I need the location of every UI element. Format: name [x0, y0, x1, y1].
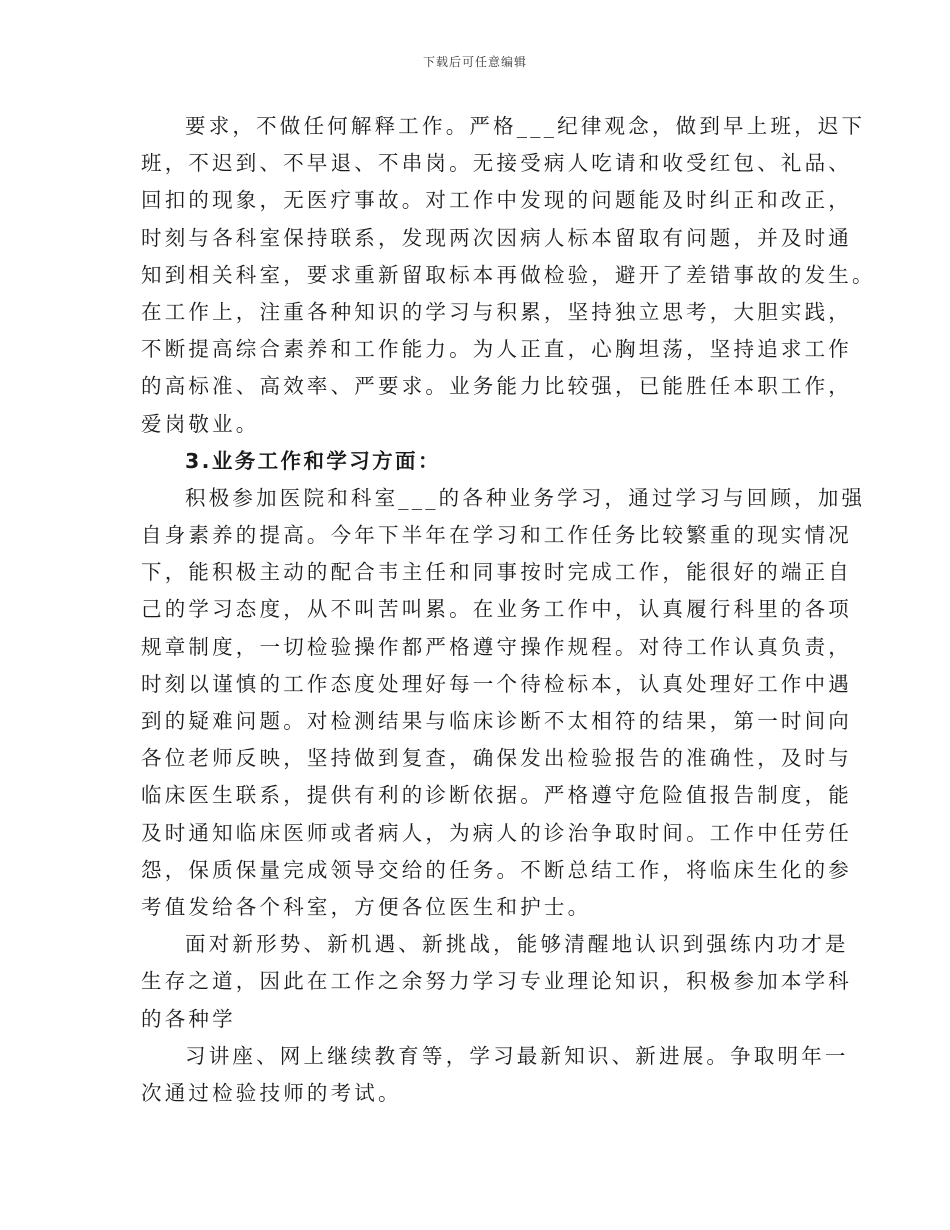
- text-line: 班，不迟到、不早退、不串岗。无接受病人吃请和收受红包、礼品、: [141, 151, 852, 176]
- text-line: 的高标准、高效率、严要求。业务能力比较强，已能胜任本职工作，: [141, 374, 852, 399]
- text-line: 下，能积极主动的配合韦主任和同事按时完成工作，能很好的端正自: [141, 560, 852, 585]
- text-line: 己的学习态度，从不叫苦叫累。在业务工作中，认真履行科里的各项: [141, 597, 852, 622]
- text-line: 在工作上，注重各种知识的学习与积累，坚持独立思考，大胆实践，: [141, 299, 852, 324]
- text-line: 怨，保质保量完成领导交给的任务。不断总结工作，将临床生化的参: [141, 857, 852, 882]
- text-line: 不断提高综合素养和工作能力。为人正直，心胸坦荡，坚持追求工作: [141, 337, 852, 362]
- text-line: 面对新形势、新机遇、新挑战，能够清醒地认识到强练内功才是: [185, 932, 849, 957]
- text-line: 要求，不做任何解释工作。严格___纪律观念，做到早上班，迟下: [185, 114, 866, 138]
- text-line: 各位老师反映，坚持做到复查，确保发出检验报告的准确性，及时与: [141, 746, 852, 771]
- text-line: 时刻与各科室保持联系，发现两次因病人标本留取有问题，并及时通: [141, 225, 852, 250]
- text-line: 习讲座、网上继续教育等，学习最新知识、新进展。争取明年一: [185, 1043, 849, 1068]
- text-line: 回扣的现象，无医疗事故。对工作中发现的问题能及时纠正和改正，: [141, 188, 852, 213]
- text-line: 考值发给各个科室，方便各位医生和护士。: [141, 894, 592, 919]
- text-line: 的各种学: [141, 1006, 236, 1031]
- text-line: 自身素养的提高。今年下半年在学习和工作任务比较繁重的现实情况: [141, 523, 852, 548]
- document-body: [141, 108, 876, 1112]
- text-line: 生存之道，因此在工作之余努力学习专业理论知识，积极参加本学科: [141, 969, 852, 994]
- text-line: 爱岗敬业。: [141, 411, 260, 436]
- text-line: 次通过检验技师的考试。: [141, 1080, 402, 1105]
- text-line: 时刻以谨慎的工作态度处理好每一个待检标本，认真处理好工作中遇: [141, 671, 852, 696]
- text-line: 规章制度，一切检验操作都严格遵守操作规程。对待工作认真负责，: [141, 634, 852, 659]
- text-line: 及时通知临床医师或者病人，为病人的诊治争取时间。工作中任劳任: [141, 820, 852, 845]
- text-line: 到的疑难问题。对检测结果与临床诊断不太相符的结果，第一时间向: [141, 709, 852, 733]
- text-line: 临床医生联系，提供有利的诊断依据。严格遵守危险值报告制度，能: [141, 783, 852, 808]
- section-heading: 3.业务工作和学习方面：: [185, 448, 441, 473]
- text-line: 积极参加医院和科室___的各种业务学习，通过学习与回顾，加强: [185, 485, 866, 510]
- page-header: 下载后可任意编辑: [422, 55, 527, 69]
- text-line: 知到相关科室，要求重新留取标本再做检验，避开了差错事故的发生。: [141, 262, 876, 287]
